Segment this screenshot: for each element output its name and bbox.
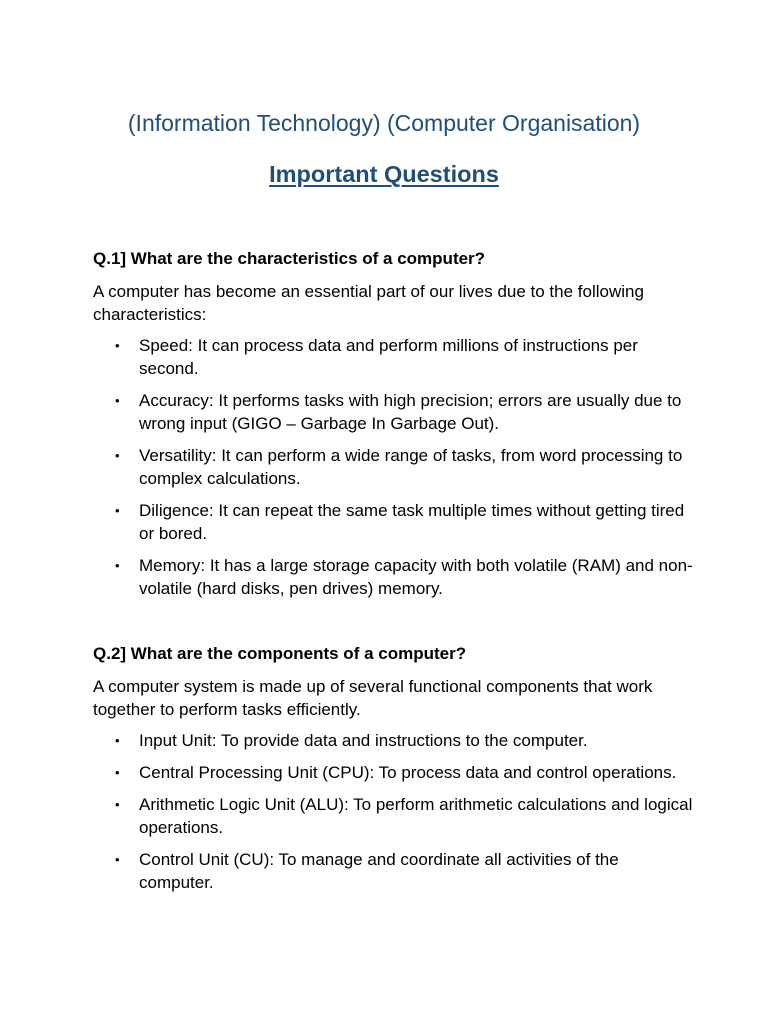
answer-list xyxy=(93,334,693,600)
answer-list xyxy=(93,729,693,894)
list-item-text: Diligence: It can repeat the same task multiple times without getting tired or bored. xyxy=(139,501,685,543)
list-item xyxy=(93,793,693,839)
question-heading: Q.1] What are the characteristics of a computer? xyxy=(93,249,486,268)
list-item xyxy=(93,554,693,600)
subject-title: (Information Technology) (Computer Organisation) xyxy=(127,110,641,136)
bullet-icon: • xyxy=(115,558,120,573)
question-section-1 xyxy=(93,248,693,609)
bullet-icon: • xyxy=(115,852,120,867)
list-item xyxy=(93,499,693,545)
list-item xyxy=(93,389,693,435)
bullet-icon: • xyxy=(115,503,120,518)
page-title-text: Important Questions xyxy=(269,161,499,187)
list-item-text: Speed: It can process data and perform millions of instructions per second. xyxy=(139,336,638,378)
list-item xyxy=(93,761,693,784)
answer-intro: A computer system is made up of several functional components that work together to perform tasks efficiently. xyxy=(93,677,653,719)
bullet-icon: • xyxy=(115,797,120,812)
list-item-text: Control Unit (CU): To manage and coordinate all activities of the computer. xyxy=(139,850,619,892)
list-item-text: Central Processing Unit (CPU): To process data and control operations. xyxy=(139,763,677,782)
answer-intro: A computer has become an essential part of our lives due to the following characteristics: xyxy=(93,282,644,324)
bullet-icon: • xyxy=(115,765,120,780)
question-section-2 xyxy=(93,643,693,903)
bullet-icon: • xyxy=(115,448,120,463)
question-heading: Q.2] What are the components of a computer? xyxy=(93,644,467,663)
list-item xyxy=(93,848,693,894)
list-item xyxy=(93,334,693,380)
bullet-icon: • xyxy=(115,733,120,748)
list-item-text: Accuracy: It performs tasks with high precision; errors are usually due to wrong input (GIGO – Garbage In Garbage Out). xyxy=(139,391,682,433)
page-title xyxy=(0,158,768,190)
list-item-text: Input Unit: To provide data and instructions to the computer. xyxy=(139,731,588,750)
list-item xyxy=(93,729,693,752)
list-item-text: Memory: It has a large storage capacity with both volatile (RAM) and non-volatile (hard disks, pen drives) memory. xyxy=(139,556,693,598)
list-item xyxy=(93,444,693,490)
list-item-text: Arithmetic Logic Unit (ALU): To perform arithmetic calculations and logical operations. xyxy=(139,795,693,837)
list-item-text: Versatility: It can perform a wide range of tasks, from word processing to complex calculations. xyxy=(139,446,683,488)
bullet-icon: • xyxy=(115,338,120,353)
bullet-icon: • xyxy=(115,393,120,408)
